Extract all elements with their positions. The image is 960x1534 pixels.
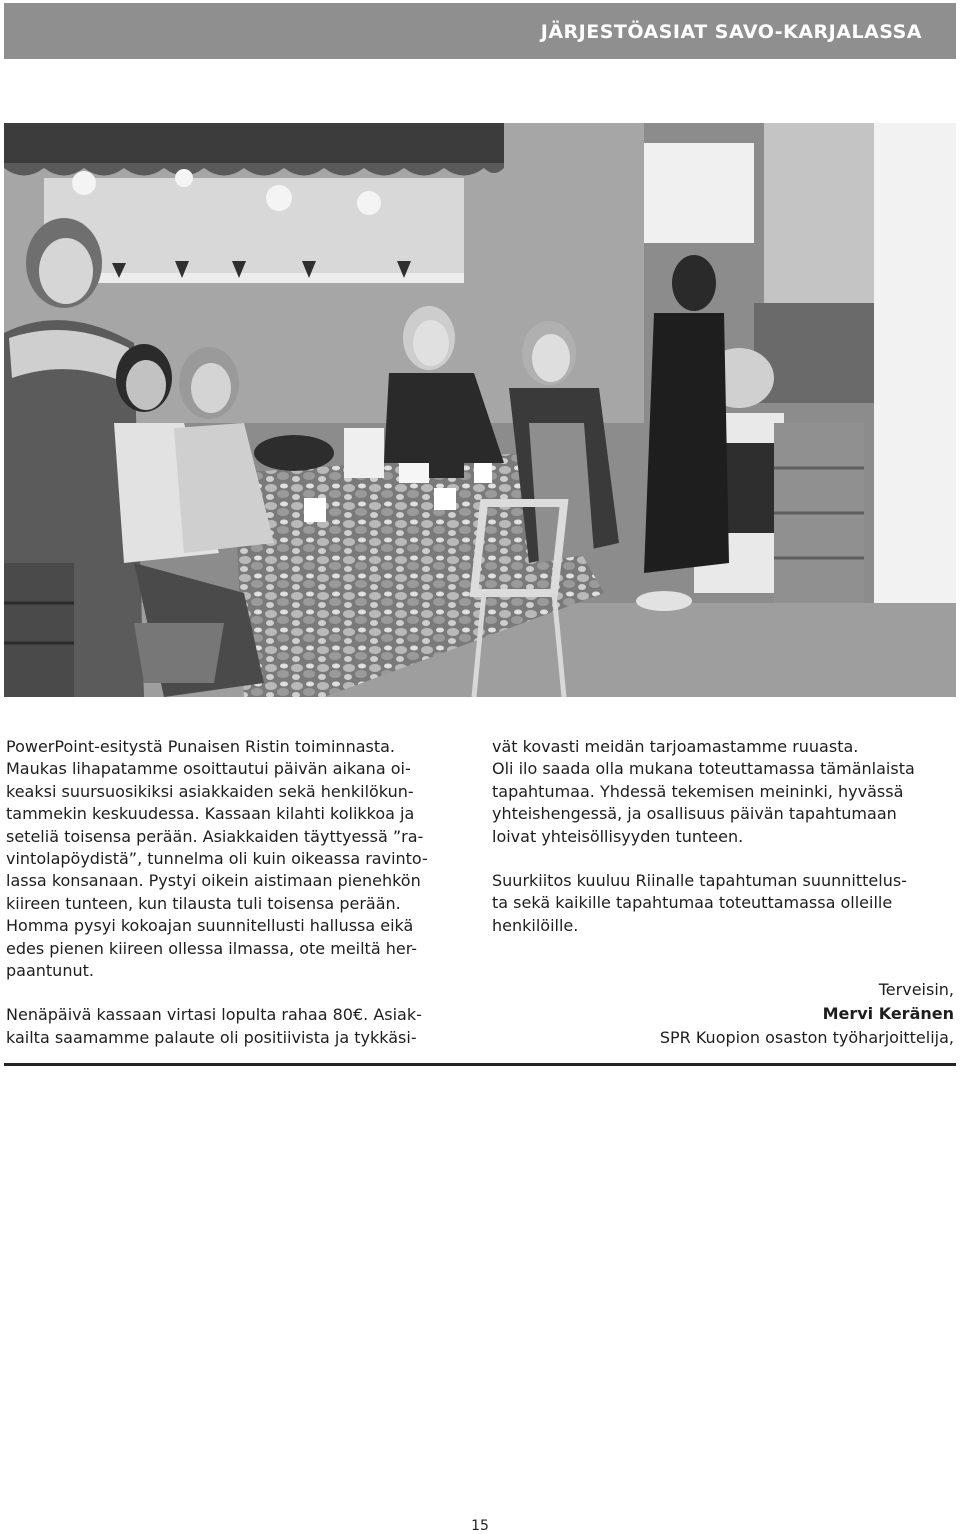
paragraph: vät kovasti meidän tarjoamastamme ruuasta. Oli ilo saada olla mukana toteuttamassa tämänlaista tapahtumaa. Yhdessä tekemisen meininki, hyvässä yhteishengessä, ja osallisuus päivän tapahtumaan loivat yhteisöllisyyden tunteen. [492, 737, 915, 846]
signoff [660, 978, 954, 1050]
signoff-name: Mervi Keränen [822, 1004, 954, 1023]
paragraph: Nenäpäivä kassaan virtasi lopulta rahaa 80€. Asiak- kailta saamamme palaute oli positiivista ja tykkäsi- [6, 1005, 422, 1047]
article-photo [4, 123, 956, 697]
section-title: JÄRJESTÖASIAT SAVO-KARJALASSA [540, 21, 922, 43]
section-header-bar [4, 3, 956, 59]
signoff-role: SPR Kuopion osaston työharjoittelija, [659, 1028, 954, 1047]
paragraph: PowerPoint-esitystä Punaisen Ristin toiminnasta. Maukas lihapatamme osoittautui päivän aikana oi- keaksi suursuosikiksi asiakkaiden sekä henkilökun- tammekin keskuudessa. Kassaan kilahti kolikkoa ja seteliä toisensa perään. Asiakkaiden täyttyessä ”ra- vintolapöydistä”, tunnelma oli kuin oikeassa ravinto- lassa konsanaan. Pystyi oikein aistimaan pienehkön kiireen tunteen, kun tilausta tuli toisensa perään. Homma pysyi kokoajan suunnitellusti hallussa eikä edes pienen kiireen ollessa ilmassa, ote meiltä her- paantunut. [6, 737, 428, 981]
page-number: 15 [471, 1518, 489, 1534]
section-divider [4, 1063, 956, 1066]
article-column-right [492, 736, 958, 937]
signoff-greeting: Terveisin, [878, 980, 954, 999]
paragraph: Suurkiitos kuuluu Riinalle tapahtuman suunnittelus- ta sekä kaikille tapahtumaa toteuttamassa olleille henkilöille. [492, 871, 907, 935]
photo-kitchen-group-icon [4, 123, 956, 697]
article-column-left [6, 736, 476, 1049]
